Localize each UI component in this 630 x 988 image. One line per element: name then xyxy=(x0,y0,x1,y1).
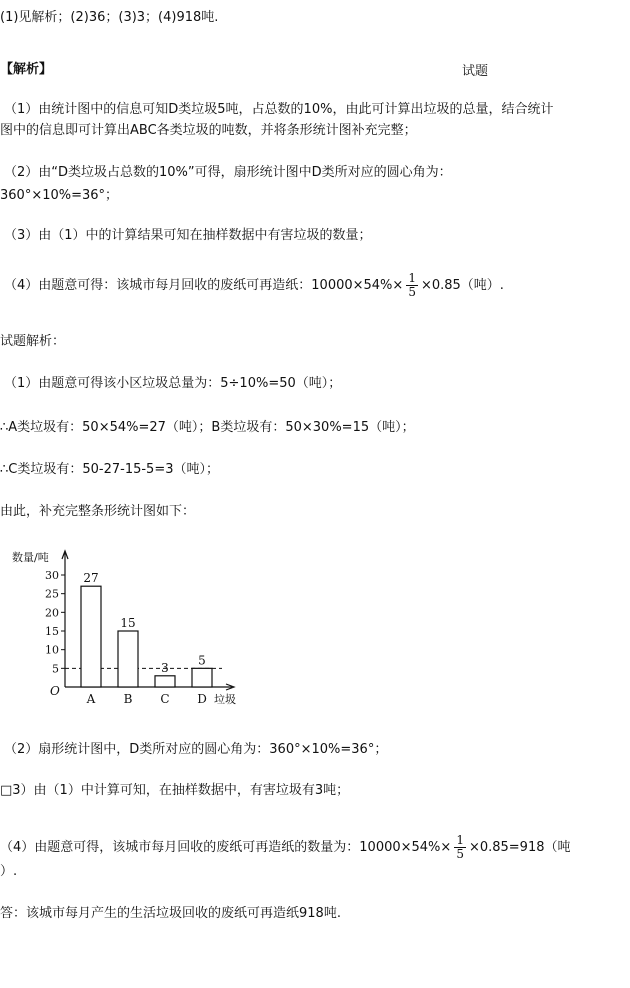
y-tick-label: 5 xyxy=(52,662,59,676)
bar-value-label: 3 xyxy=(161,660,169,675)
bar-value-label: 27 xyxy=(83,571,99,586)
y-tick-label: 10 xyxy=(45,643,59,657)
analysis-para-4 xyxy=(4,272,504,299)
bar-value-label: 15 xyxy=(120,616,136,630)
solution-step-2: ∴A类垃圾有：50×54%=27（吨）；B类垃圾有：50×30%=15（吨）； xyxy=(0,420,415,435)
y-tick-label: 20 xyxy=(45,606,59,620)
analysis-para-1b: 图中的信息即可计算出ABC各类垃圾的吨数，并将条形统计图补充完整； xyxy=(0,123,417,138)
category-label: A xyxy=(86,692,96,706)
final-answer: 答：该城市每月产生的生活垃圾回收的废纸可再造纸918吨. xyxy=(0,906,341,921)
y-axis-label: 数量/吨 xyxy=(12,551,49,564)
fraction-one-fifth xyxy=(406,272,418,299)
bar-D xyxy=(192,668,212,687)
y-tick-label: 30 xyxy=(45,569,59,582)
bar-chart xyxy=(0,545,260,715)
solution-step-1: （1）由题意可得该小区垃圾总量为：5÷10%=50（吨）； xyxy=(4,376,342,391)
bar-A xyxy=(81,586,101,687)
solution-step-4: 由此，补充完整条形统计图如下： xyxy=(0,504,196,519)
analysis-para-3: （3）由（1）中的计算结果可知在抽样数据中有害垃圾的数量； xyxy=(4,228,372,243)
bar-C xyxy=(155,676,175,687)
analysis-para-2a: （2）由“D类垃圾占总数的10%”可得，扇形统计图中D类所对应的圆心角为： xyxy=(4,165,452,180)
origin-label: O xyxy=(50,684,60,698)
fraction-one-fifth-2 xyxy=(454,834,466,861)
solution-step-7-pre: （4）由题意可得，该城市每月回收的废纸可再造纸的数量为：10000×54%× xyxy=(0,840,452,855)
solution-step-7-cont: ）. xyxy=(0,864,18,879)
section-tag: 试题 xyxy=(462,64,489,79)
section-title: 【解析】 xyxy=(0,62,53,77)
x-axis-label: 垃圾 xyxy=(214,693,236,706)
category-label: B xyxy=(123,692,133,706)
fraction-denominator-2: 5 xyxy=(456,847,464,861)
analysis-para-1a: （1）由统计图中的信息可知D类垃圾5吨，占总数的10%，由此可计算出垃圾的总量，结合统计 xyxy=(4,102,554,117)
category-label: D xyxy=(197,692,207,706)
y-tick-label: 15 xyxy=(45,625,59,638)
bar-value-label: 5 xyxy=(198,653,206,668)
category-label: C xyxy=(160,692,170,706)
bar-B xyxy=(118,631,138,687)
solution-step-7 xyxy=(0,834,571,861)
fraction-denominator: 5 xyxy=(408,285,416,299)
analysis-para-4-post: ×0.85（吨）. xyxy=(420,278,504,293)
solution-step-7-post: ×0.85=918（吨 xyxy=(468,840,571,855)
solution-title: 试题解析： xyxy=(0,334,66,349)
analysis-para-4-pre: （4）由题意可得：该城市每月回收的废纸可再造纸：10000×54%× xyxy=(4,278,404,293)
analysis-para-2b: 360°×10%=36°； xyxy=(0,188,119,203)
fraction-numerator: 1 xyxy=(408,271,416,285)
answer-summary: (1)见解析；(2)36；(3)3；(4)918吨. xyxy=(0,10,219,25)
solution-step-5: （2）扇形统计图中，D类所对应的圆心角为：360°×10%=36°； xyxy=(4,742,388,757)
solution-step-3: ∴C类垃圾有：50-27-15-5=3（吨）； xyxy=(0,462,219,477)
fraction-numerator-2: 1 xyxy=(456,833,464,847)
solution-step-6: □3）由（1）中计算可知，在抽样数据中，有害垃圾有3吨； xyxy=(0,783,350,798)
y-tick-label: 25 xyxy=(45,587,59,601)
